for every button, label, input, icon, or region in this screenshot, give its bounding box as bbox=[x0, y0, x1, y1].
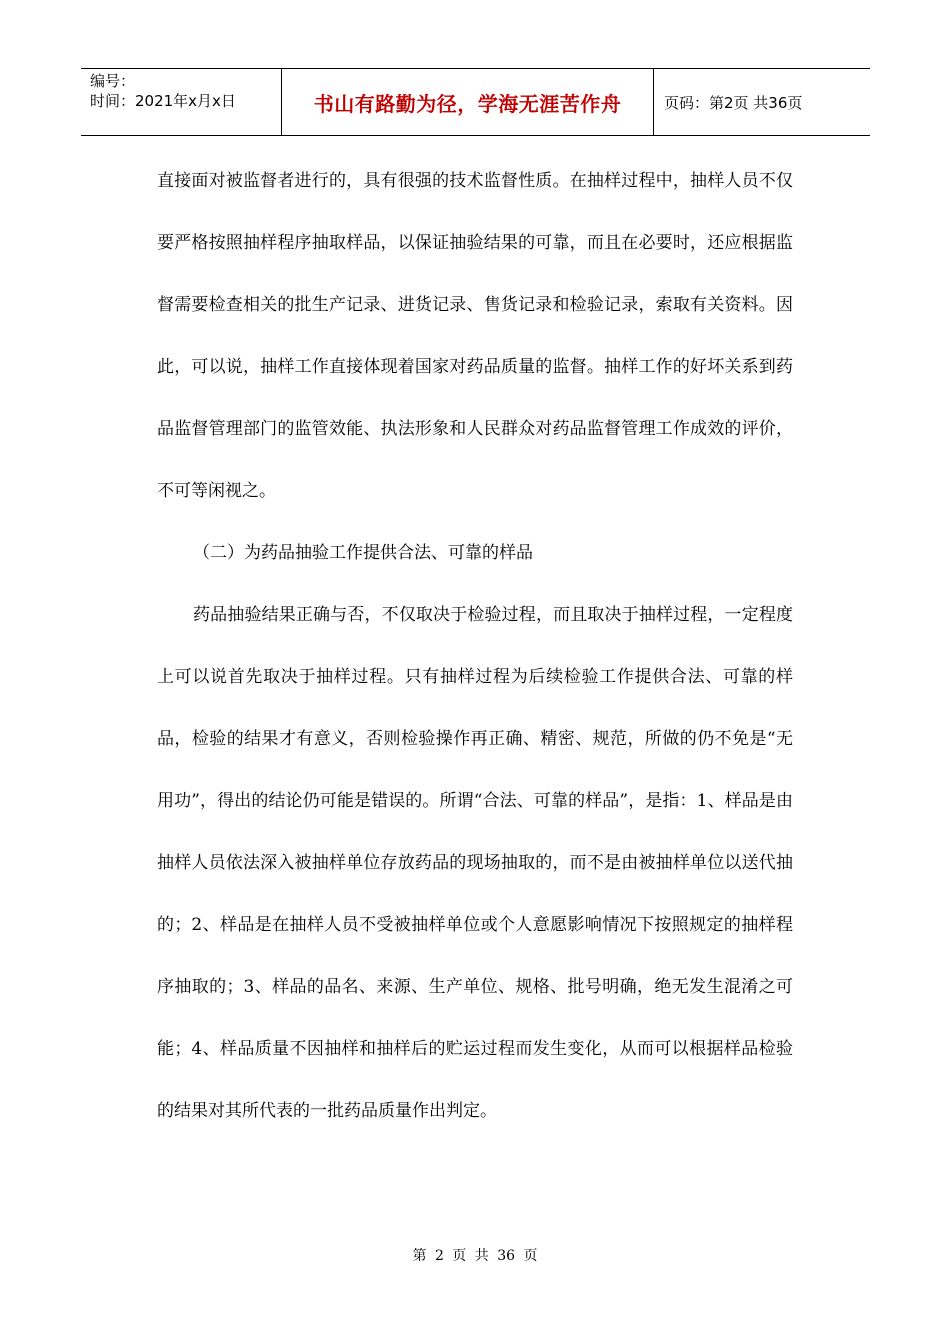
body-paragraph-1: 直接面对被监督者进行的，具有很强的技术监督性质。在抽样过程中，抽样人员不仅要严格按照抽样程序抽取样品，以保证抽验结果的可靠，而且在必要时，还应根据监督需要检查相关的批生产记录、进货记录、售货记录和检验记录，索取有关资料。因此，可以说，抽样工作直接体现着国家对药品质量的监督。抽样工作的好坏关系到药品监督管理部门的监管效能、执法形象和人民群众对药品监督管理工作成效的评价，不可等闲视之。 bbox=[157, 171, 793, 501]
header-page-cell bbox=[654, 69, 870, 135]
page-header bbox=[81, 68, 870, 136]
page-footer bbox=[0, 1245, 950, 1265]
header-meta-cell bbox=[81, 69, 282, 135]
body-paragraph-2: 药品抽验结果正确与否，不仅取决于检验过程，而且取决于抽样过程，一定程度上可以说首先取决于抽样过程。只有抽样过程为后续检验工作提供合法、可靠的样品，检验的结果才有意义，否则检验操作再正确、精密、规范，所做的仍不免是“无用功”，得出的结论仍可能是错误的。所谓“合法、可靠的样品”，是指：1、样品是由抽样人员依法深入被抽样单位存放药品的现场抽取的，而不是由被抽样单位以送代抽的；2、样品是在抽样人员不受被抽样单位或个人意愿影响情况下按照规定的抽样程序抽取的；3、样品的品名、来源、生产单位、规格、批号明确，绝无发生混淆之可能；4、样品质量不因抽样和抽样后的贮运过程而发生变化，从而可以根据样品检验的结果对其所代表的一批药品质量作出判定。 bbox=[157, 605, 793, 1121]
document-time-label: 时间：2021年x月x日 bbox=[90, 92, 236, 110]
header-page-info: 页码：第2页 共36页 bbox=[664, 93, 803, 112]
header-motto: 书山有路勤为径，学海无涯苦作舟 bbox=[313, 91, 622, 116]
document-body bbox=[157, 150, 793, 1142]
section-subheading: （二）为药品抽验工作提供合法、可靠的样品 bbox=[193, 543, 533, 563]
footer-page-number: 第 2 页 共 36 页 bbox=[412, 1248, 538, 1264]
header-motto-cell bbox=[282, 69, 654, 135]
document-number-label: 编号： bbox=[90, 72, 136, 90]
